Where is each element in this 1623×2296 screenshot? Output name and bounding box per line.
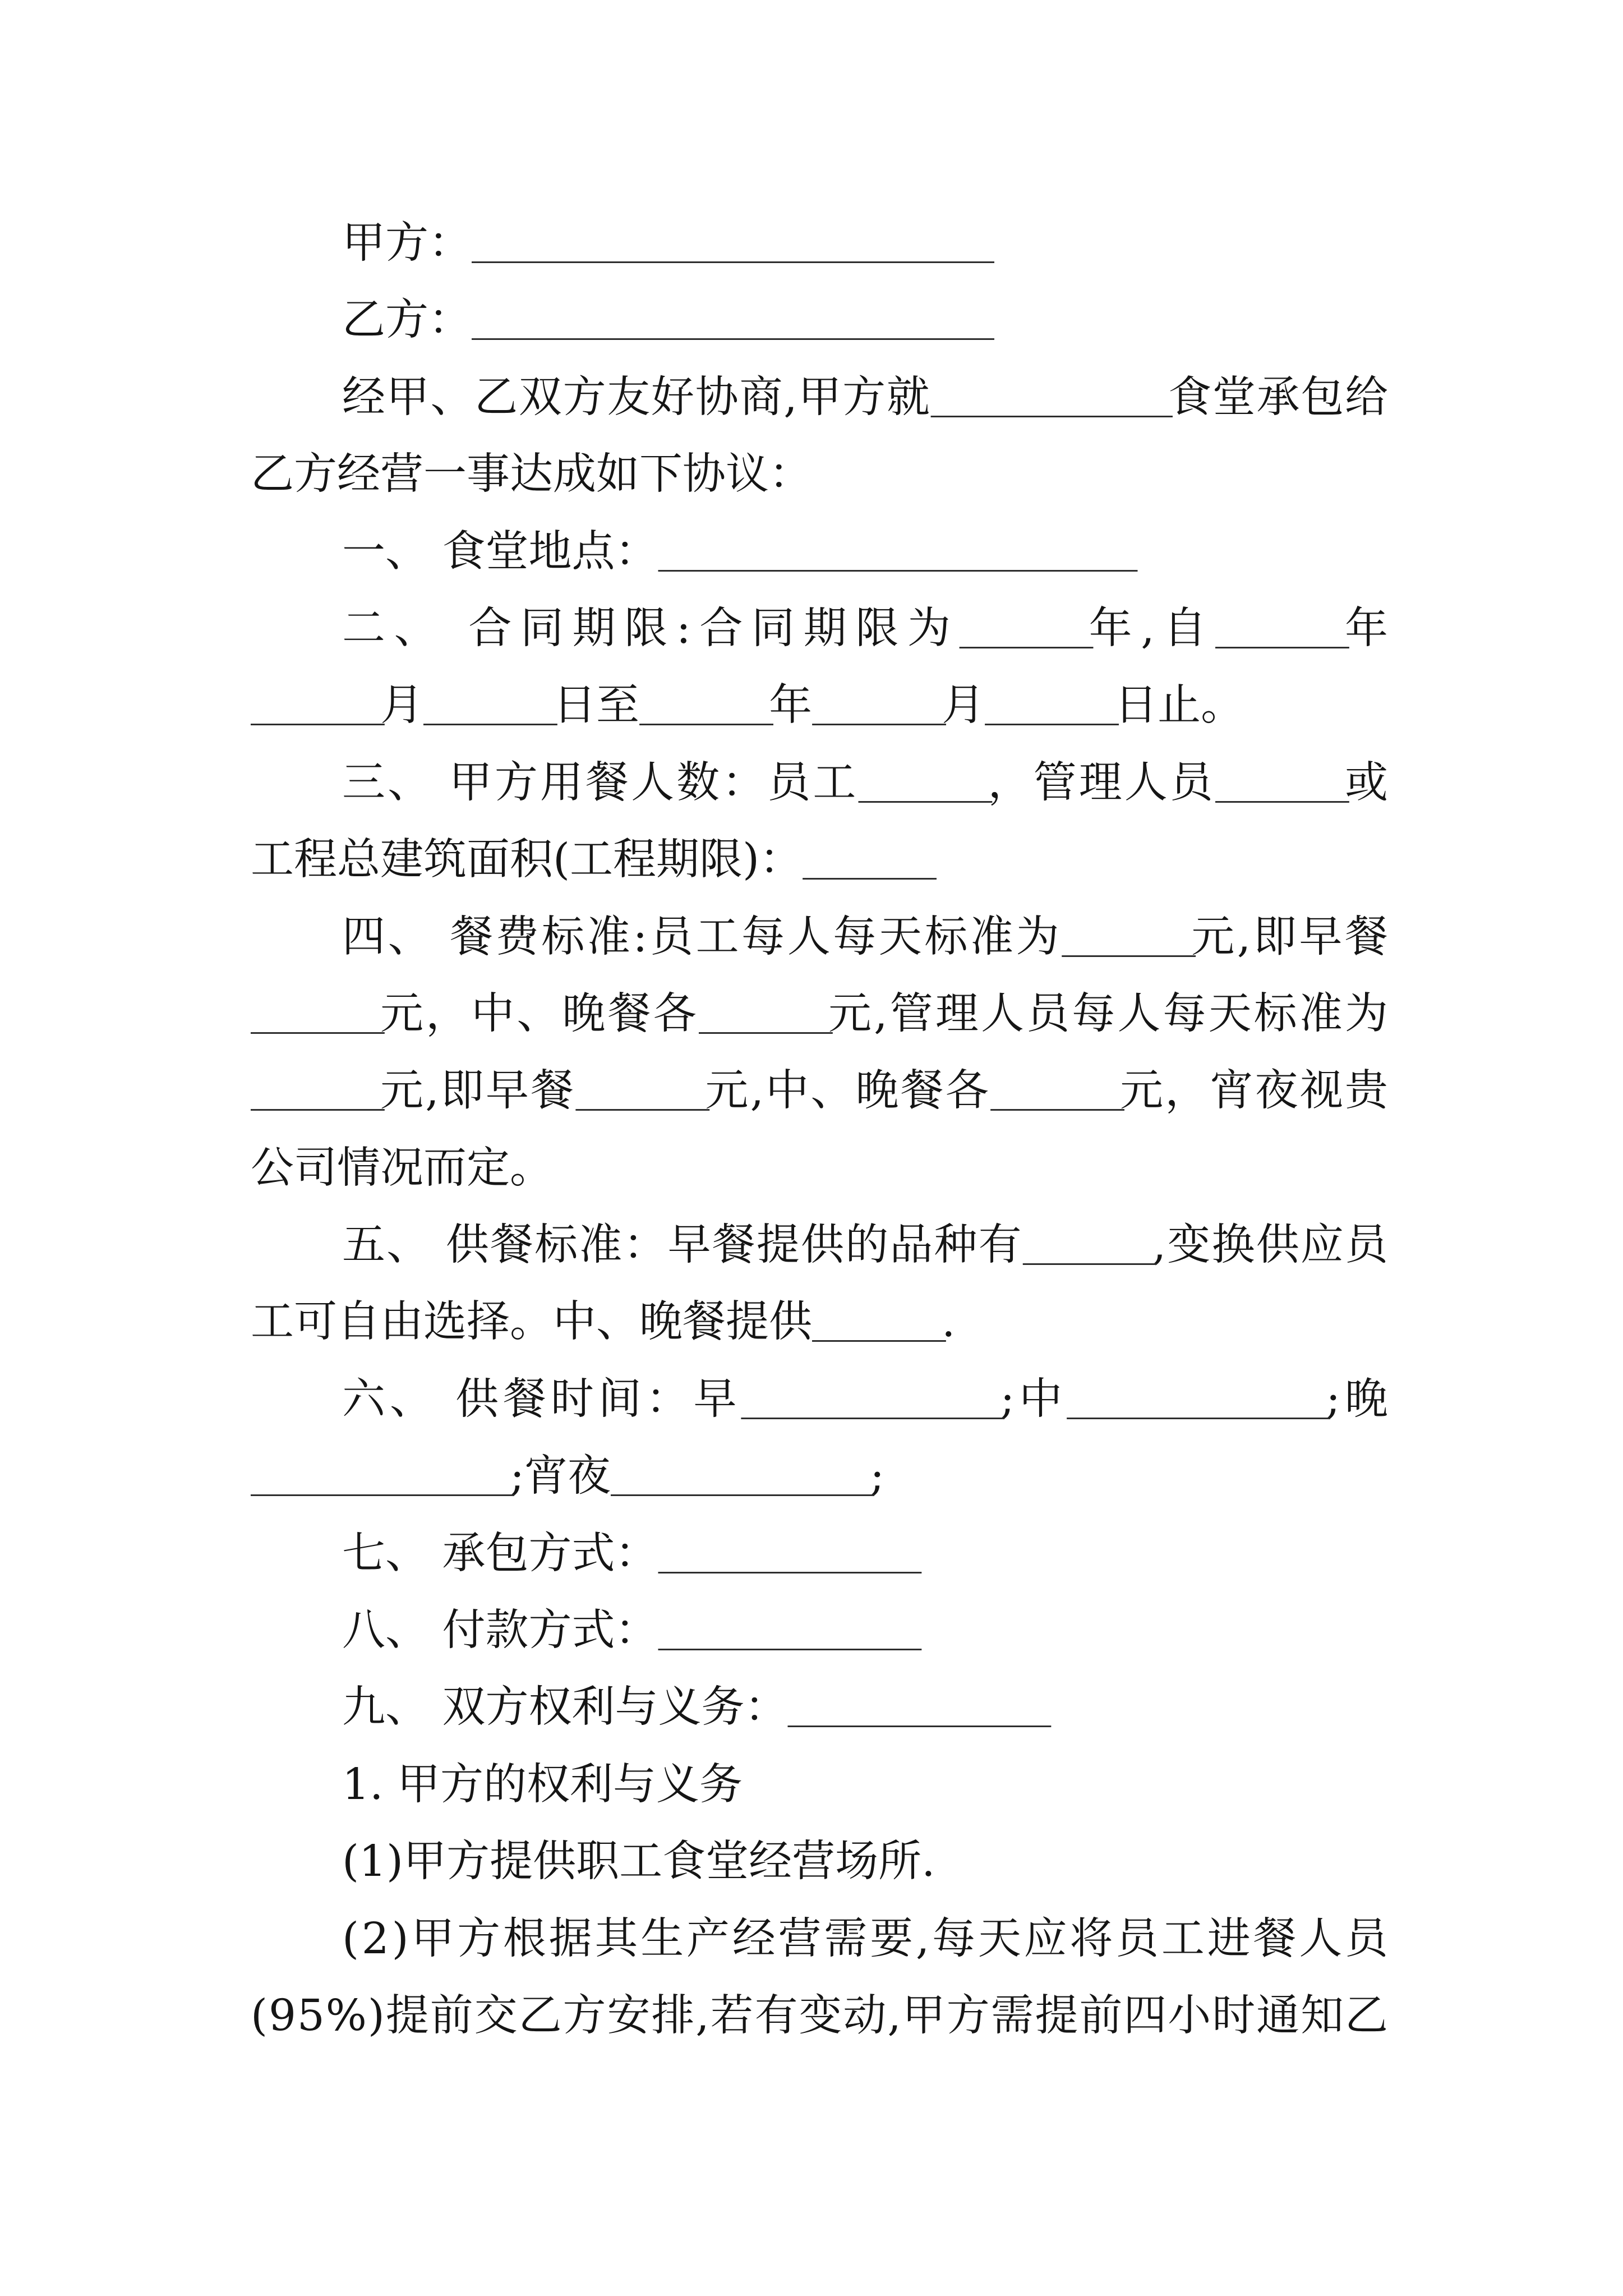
intro-line-1 (251, 359, 1388, 436)
manager-daily-fee-blank: ______ (251, 1061, 381, 1112)
text-segment: 五、 供餐标准：早餐提供的品种有 (342, 1220, 1023, 1271)
line-text (342, 1669, 1047, 1746)
line-text (342, 359, 1389, 436)
text-segment: ;晚 (1326, 1374, 1393, 1424)
line-text (251, 436, 812, 513)
clause-1-canteen-location (251, 513, 1388, 590)
text-segment: 二、 合同期限:合同期限为 (342, 603, 960, 654)
text-segment: 或 (1345, 757, 1391, 808)
party-a-label: 甲方： (342, 218, 472, 268)
clause-6-meal-time-line-1 (251, 1361, 1393, 1438)
text-segment: ;宵夜 (510, 1451, 611, 1502)
text-segment: 三、 甲方用餐人数：员工 (342, 757, 859, 808)
line-text (251, 821, 932, 898)
text-segment: 七、 承包方式： (342, 1528, 658, 1579)
line-text (342, 1901, 1391, 1977)
breakfast-varieties-blank: ______ (1022, 1216, 1152, 1266)
lunch-time-blank: ____________ (1067, 1369, 1326, 1420)
party-a-rights-heading (251, 1746, 1388, 1823)
text-segment: 乙方经营一事达成如下协议： (251, 449, 812, 500)
term-years-blank: ______ (959, 599, 1089, 649)
dinner-time-blank: ____________ (251, 1447, 510, 1497)
party-a-line (251, 205, 1388, 282)
line-text (251, 1438, 884, 1515)
text-segment: 日至 (553, 680, 640, 731)
staff-count-blank: ______ (858, 753, 988, 803)
line-text (342, 744, 1390, 821)
staff-daily-fee-blank: ______ (1062, 907, 1192, 958)
party-b-line (251, 282, 1388, 358)
text-segment: 四、 餐费标准:员工每人每天标准为 (342, 912, 1062, 962)
line-text (342, 1823, 935, 1900)
text-segment: (95%)提前交乙方安排,若有变动,甲方需提前四小时通知乙 (251, 1990, 1389, 2041)
lunch-dinner-menu-blank: ______ (812, 1292, 942, 1343)
line-text (342, 513, 1133, 590)
clause-4-meal-fee-line-4 (251, 1130, 1388, 1207)
text-segment: 元，中、晚餐各 (380, 988, 699, 1039)
line-text (251, 667, 1244, 744)
manager-lunch-dinner-fee-blank: ______ (990, 1061, 1121, 1112)
breakfast-time-blank: ____________ (741, 1369, 1000, 1420)
text-segment: 工程总建筑面积(工程期限)： (251, 835, 803, 885)
clause-2-contract-term-line-2 (251, 667, 1388, 744)
end-month-blank: ______ (812, 676, 942, 726)
clause-5-meal-standard-line-1 (251, 1207, 1388, 1283)
text-segment: ,变换供应员 (1152, 1220, 1390, 1271)
text-segment: 元,即早餐 (1191, 912, 1391, 962)
line-text (342, 1515, 917, 1592)
start-year-blank: ______ (1215, 599, 1345, 649)
line-text (342, 899, 1391, 976)
clause-6-meal-time-line-2 (251, 1438, 1388, 1515)
text-segment: 八、 付款方式： (342, 1605, 658, 1656)
start-day-blank: ______ (423, 676, 554, 726)
line-text (342, 205, 990, 282)
text-segment: (1)甲方提供职工食堂经营场所. (342, 1837, 935, 1887)
line-text (342, 1361, 1393, 1438)
line-text (342, 1592, 917, 1669)
contract-page (251, 205, 1397, 2054)
line-text (342, 590, 1397, 667)
manager-count-blank: ______ (1215, 753, 1345, 803)
intro-line-2 (251, 436, 1388, 513)
text-segment: 日止。 (1114, 680, 1244, 731)
text-segment: 元,管理人员每人每天标准为 (828, 988, 1391, 1039)
end-day-blank: ______ (985, 676, 1115, 726)
text-segment: (2)甲方根据其生产经营需要,每天应将员工进餐人员 (342, 1913, 1391, 1964)
clause-2-contract-term-line-1 (251, 590, 1397, 667)
party-a-item-1 (251, 1823, 1388, 1900)
party-b-blank: ________________________ (472, 291, 990, 341)
line-text (342, 1746, 743, 1823)
canteen-location-blank: ______________________ (658, 522, 1133, 572)
line-text (342, 282, 990, 358)
text-segment: 元,中、晚餐各 (705, 1066, 991, 1116)
start-month-blank: ______ (251, 676, 381, 726)
rights-obligations-blank: ____________ (787, 1678, 1047, 1728)
text-segment: 年,自 (1089, 603, 1215, 654)
contract-method-blank: ____________ (658, 1524, 917, 1574)
party-a-blank: ________________________ (472, 214, 990, 264)
text-segment: 经甲、乙双方友好协商,甲方就 (342, 372, 931, 422)
clause-3-diner-count-line-1 (251, 744, 1391, 821)
line-text (251, 1283, 956, 1360)
text-segment: 一、 食堂地点： (342, 526, 658, 577)
line-text (251, 976, 1390, 1052)
payment-method-blank: ____________ (658, 1601, 917, 1651)
text-segment: . (942, 1297, 956, 1347)
text-segment: 元,即早餐 (380, 1066, 576, 1116)
text-segment: ，管理人员 (988, 757, 1215, 808)
text-segment: 月 (942, 680, 985, 731)
party-a-item-2-line-2 (251, 1977, 1388, 2054)
end-year-blank: ______ (639, 676, 769, 726)
clause-3-diner-count-line-2 (251, 821, 1388, 898)
text-segment: 六、 供餐时间：早 (342, 1374, 741, 1424)
late-night-time-blank: ____________ (611, 1447, 870, 1497)
text-segment: 月 (380, 680, 424, 731)
section-heading: 1. 甲方的权利与义务 (342, 1759, 743, 1810)
canteen-name-blank: ___________ (930, 367, 1169, 418)
line-text (251, 1052, 1390, 1129)
text-segment: 工可自由选择。中、晚餐提供 (251, 1297, 812, 1347)
party-a-item-2-line-1 (251, 1901, 1391, 1977)
building-area-blank: ______ (803, 830, 933, 881)
manager-breakfast-fee-blank: ______ (575, 1061, 706, 1112)
clause-8-payment-method (251, 1592, 1388, 1669)
line-text (342, 1207, 1389, 1283)
text-segment: 年 (769, 680, 813, 731)
text-segment: 年 (1345, 603, 1397, 654)
text-segment: 九、 双方权利与义务： (342, 1682, 788, 1733)
clause-5-meal-standard-line-2 (251, 1283, 1388, 1360)
clause-9-rights-obligations (251, 1669, 1388, 1746)
clause-7-contract-method (251, 1515, 1388, 1592)
party-b-label: 乙方： (342, 295, 472, 346)
staff-lunch-dinner-fee-blank: ______ (698, 984, 828, 1034)
text-segment: 元，宵夜视贵 (1120, 1066, 1390, 1116)
text-segment: ;中 (1000, 1374, 1067, 1424)
text-segment: 公司情况而定。 (251, 1143, 553, 1193)
line-text (251, 1130, 553, 1207)
text-segment: 食堂承包给 (1168, 372, 1389, 422)
staff-breakfast-fee-blank: ______ (251, 984, 381, 1034)
text-segment: ; (870, 1451, 885, 1502)
clause-4-meal-fee-line-3 (251, 1052, 1388, 1129)
clause-4-meal-fee-line-2 (251, 976, 1391, 1052)
line-text (251, 1977, 1389, 2054)
clause-4-meal-fee-line-1 (251, 899, 1391, 976)
